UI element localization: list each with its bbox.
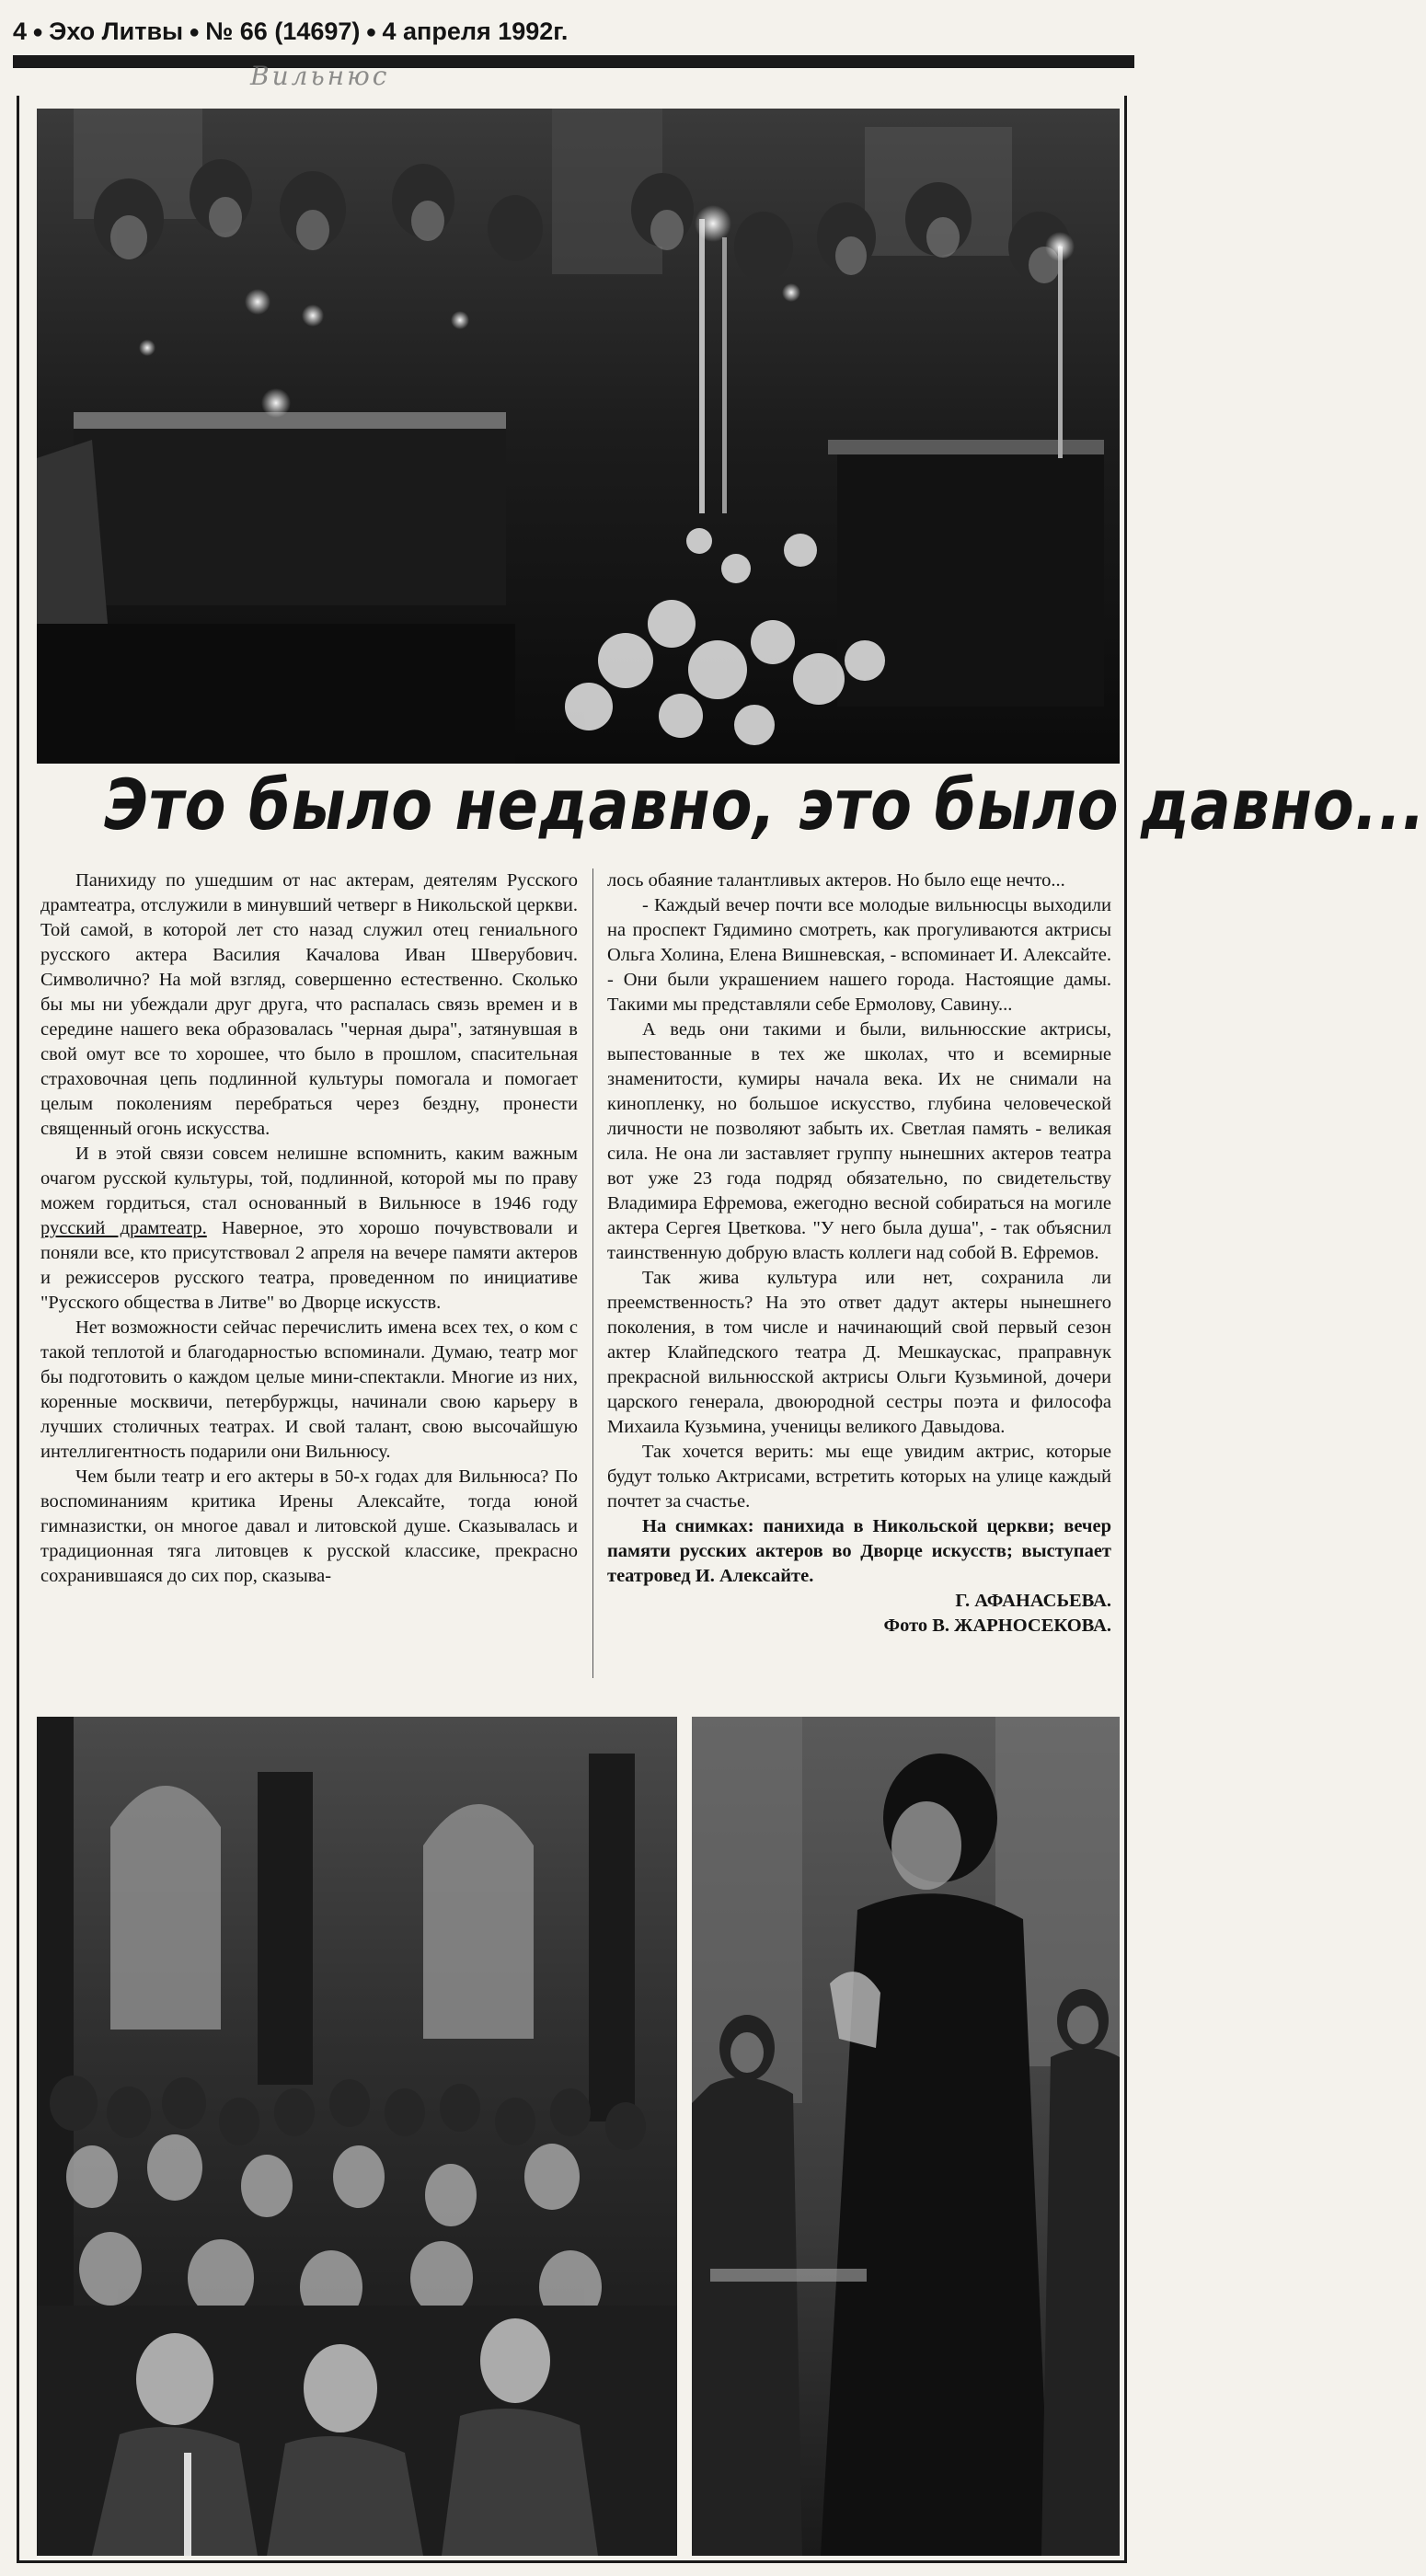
article-column-right: [607, 868, 1111, 1639]
article-paragraph: Так жива культура или нет, сохранила ли преемственность? На это ответ дадут актеры нынешнего поколения, в том числе и начинающий свой первый сезон актер Клайпедского театра Д. Мешкаускас, праправнук прекрасной вильнюсской актрисы Ольги Кузьминой, дочери царского генерала, двоюродной сестры поэта и философа Михаила Кузьмина, ученицы великого Давыдова.: [607, 1268, 1111, 1437]
article-paragraph: лось обаяние талантливых актеров. Но было еще нечто...: [607, 870, 1065, 891]
speaker-photo: [692, 1717, 1120, 2556]
issue-date: 4 апреля 1992г.: [382, 17, 569, 45]
church-memorial-service-photo: [37, 109, 1120, 764]
section-stamp: Вильнюс: [250, 61, 390, 91]
photo-credit: Фото В. ЖАРНОСЕКОВА.: [883, 1616, 1111, 1636]
column-divider: [592, 868, 593, 1678]
article-column-left: [40, 868, 578, 1589]
photo-caption: На снимках: панихида в Никольской церкви; вечер памяти русских актеров во Дворце искусств; выступает театровед И. Алексайте.: [607, 1516, 1111, 1586]
author-signature: Г. АФАНАСЬЕВА.: [955, 1591, 1111, 1611]
newspaper-name: Эхо Литвы: [49, 17, 184, 45]
masthead-rule: [13, 55, 1134, 68]
article-paragraph: Так хочется верить: мы еще увидим актрис, которые будут только Актрисами, встретить которых на улице каждый почтет за счастье.: [607, 1442, 1111, 1512]
bullet-icon: ●: [365, 22, 377, 42]
bullet-icon: ●: [189, 22, 201, 42]
audience-hall-photo: [37, 1717, 677, 2556]
bullet-icon: ●: [32, 22, 44, 42]
article-paragraph: - Каждый вечер почти все молодые вильнюсцы выходили на проспект Гядимино смотреть, как прогуливаются актрисы Ольга Холина, Елена Вишневская, - вспоминает И. Алексайте. - Они были украшением нашего города. Настоящие дамы. Такими мы представляли себе Ермолову, Савину...: [607, 895, 1111, 1015]
page-number: 4: [13, 17, 28, 45]
article-headline: Это было недавно, это было давно...: [104, 764, 1426, 845]
issue-number: № 66 (14697): [205, 17, 361, 45]
article-paragraph: Панихиду по ушедшим от нас актерам, деятелям Русского драмтеатра, отслужили в минувший четверг в Никольской церкви. Той самой, в которой лет сто назад служил отец гениального русского актера Василия Качалова Иван Шверубович. Символично? На мой взгляд, совершенно естественно. Сколько бы мы ни убеждали друг друга, что распалась связь времен и в середине нашего века образовалась "черная дыра", затянувшая в свой омут все то хорошее, что было в прошлом, спасительная страховочная цепь подлинной культуры помогала и помогает целым поколениям перебраться через бездну, пронести священный огонь искусства.: [40, 870, 578, 1139]
masthead: [13, 13, 1134, 50]
article-paragraph: Чем были театр и его актеры в 50-х годах для Вильнюса? По воспоминаниям критика Ирены Алексайте, тогда юной гимназистки, он многое давал и литовской душе. Сказывалась и традиционная тяга литовцев к русской классике, прекрасно сохранившаяся до сих пор, сказыва-: [40, 1466, 578, 1586]
article-paragraph: Нет возможности сейчас перечислить имена всех тех, о ком с такой теплотой и благодарностью вспоминали. Думаю, театр мог бы подготовить о каждом целые мини-спектакли. Многие из них, коренные москвичи, петербуржцы, начинали свою карьеру в лучших столичных театрах. И свой талант, свою высочайшую интеллигентность подарили они Вильнюсу.: [40, 1317, 578, 1462]
article-paragraph: А ведь они такими и были, вильнюсские актрисы, выпестованные в тех же школах, что и всемирные знаменитости, кумиры начала века. Их не снимали на кинопленку, но большое искусство, глубина человеческой личности не позволяют забыть их. Светлая память - великая сила. Не она ли заставляет группу нынешних актеров театра вот уже 23 года подряд обязательно, по свидетельству Владимира Ефремова, ежегодно весной собираться на могиле актера Сергея Цветкова. "У него была душа", - так объяснил таинственную добрую власть коллеги над собой В. Ефремов.: [607, 1019, 1111, 1263]
article-paragraph: И в этой связи совсем нелишне вспомнить, каким важным очагом русской культуры, той, подлинной, которой мы по праву можем гордиться, стал основанный в Вильнюсе в 1946 году русский драмтеатр. Наверное, это хорошо почувствовали и поняли все, кто присутствовал 2 апреля на вечере памяти актеров и режиссеров русского театра, проведенном по инициативе "Русского общества в Литве" во Дворце искусств.: [40, 1144, 579, 1313]
